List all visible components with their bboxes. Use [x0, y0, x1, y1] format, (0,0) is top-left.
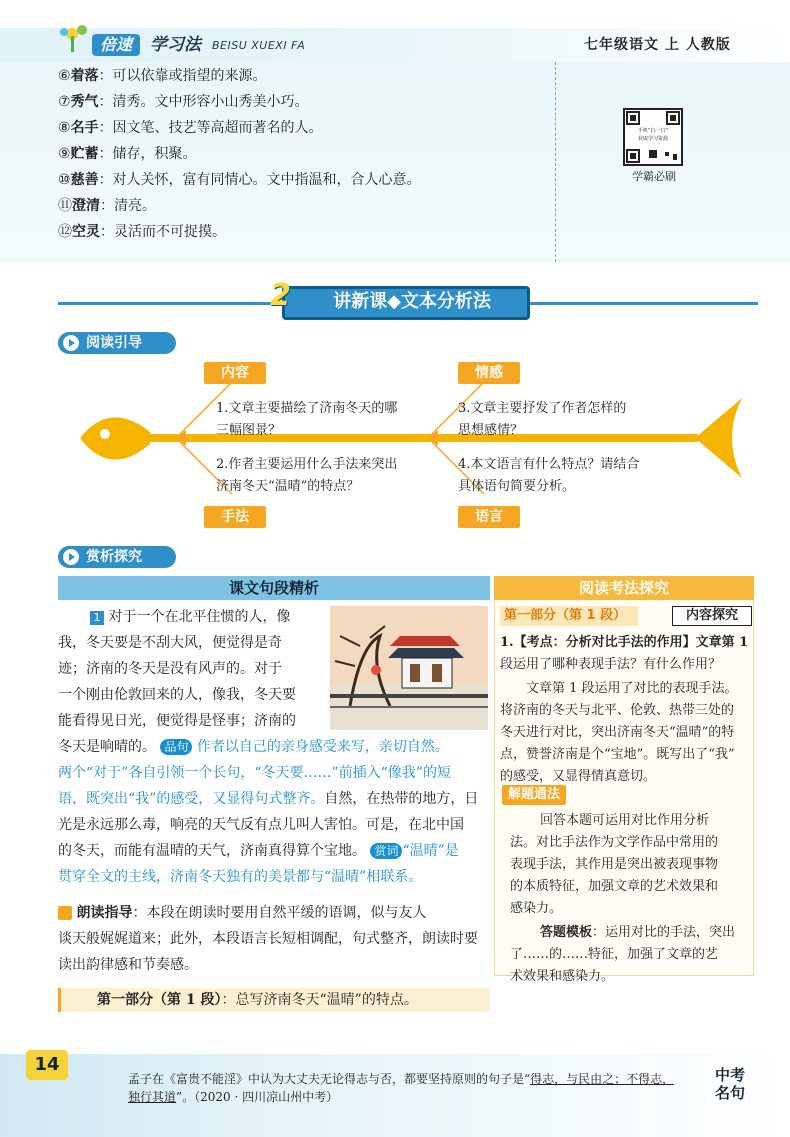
- note-tag-pinju: 品句: [160, 739, 192, 755]
- question-1-line-1: 1.文章主要描绘了济南冬天的哪: [216, 401, 398, 416]
- pen-icon: [58, 906, 72, 920]
- page-footer: [0, 1044, 790, 1137]
- grade-label: 七年级语文 上 人教版: [584, 37, 731, 53]
- tag-language: 语言: [458, 506, 520, 528]
- right-column-header: 阅读考法探究: [494, 576, 754, 600]
- method-line-5: 感染力。: [510, 901, 563, 916]
- reading-guide-label: 阅读引导: [86, 335, 142, 351]
- note2-text: “温晴”是: [402, 843, 459, 859]
- footer-label: [710, 1066, 750, 1102]
- section-title: 讲新课◆文本分析法: [333, 291, 491, 312]
- para1-line-8-text: 的冬天，而能有温晴的天气，济南真得算个宝地。: [58, 843, 366, 859]
- vocab-def: ：因文笔、技艺等高超而著名的人。: [98, 120, 323, 136]
- ra-line-3: 冬天进行对比，突出济南冬天“温晴”的特: [500, 725, 735, 740]
- vocab-num: ⑩: [58, 172, 71, 188]
- method-line-3: 表现手法，其作用是突出被表现事物: [510, 857, 719, 872]
- vocab-word: 贮蓄: [70, 146, 99, 162]
- method-line-4: 的本质特征，加强文章的艺术效果和: [510, 879, 719, 894]
- template-label: 答题模板: [540, 925, 593, 940]
- question-4-line-2: 具体语句简要分析。: [458, 479, 576, 494]
- part-tag: 第一部分（第 1 段）: [500, 606, 638, 626]
- play-icon: [63, 549, 79, 565]
- footer-quote: [128, 1070, 684, 1106]
- template-line-3: 术效果和感染力。: [510, 969, 615, 984]
- quote-pre: 孟子在《富贵不能淫》中认为大丈夫无论得志与否，都要坚持原则的句子是“: [128, 1072, 531, 1086]
- rq-line-1: 1.【考点：分析对比手法的作用】文章第 1: [500, 635, 749, 650]
- para1-line-1: [90, 606, 290, 628]
- reading-tip-text-1: ：本段在朗读时要用自然平缓的语调，似与友人: [132, 905, 427, 921]
- question-1-line-2: 三幅图景？: [216, 423, 282, 438]
- ra-line-1: 文章第 1 段运用了对比的表现手法。: [526, 681, 738, 696]
- rq-line-2: 段运用了哪种表现手法？有什么作用？: [500, 657, 722, 672]
- note-tag-shangci: 赏词: [370, 843, 402, 859]
- fish-tail-icon: [695, 398, 742, 478]
- note1-text: 作者以自己的亲身感受来写，亲切自然。: [192, 739, 449, 755]
- question-2-line-2: 济南冬天“温晴”的特点？: [216, 479, 360, 494]
- quote-underline-2: 志，独行其道: [128, 1072, 675, 1104]
- paragraph-number: 1: [90, 611, 104, 625]
- template-text-1: ：运用对比的手法，突出: [592, 925, 736, 940]
- question-4-line-1: 4.本文语言有什么特点？请结合: [458, 457, 640, 472]
- qr-caption: 学霸必刷: [632, 170, 676, 183]
- note2-line: 贯穿全文的主线，济南冬天独有的美景都与“温晴”相联系。: [58, 869, 423, 885]
- ra-line-5: 的感受，又显得情真意切。: [500, 769, 657, 784]
- vocab-def: ：对人关怀，富有同情心。文中指温和，合人心意。: [98, 172, 421, 188]
- note1-line-2-row: [58, 788, 478, 810]
- qr-text-1: 手机“扫一扫”: [637, 128, 669, 134]
- question-2-line-1: 2.作者主要运用什么手法来突出: [216, 457, 398, 472]
- summary-bold: 第一部分（第 1 段）: [97, 992, 222, 1008]
- para1-line-8: [58, 840, 459, 862]
- left-column-header: 课文句段精析: [58, 576, 490, 600]
- vocab-num: ⑫: [58, 224, 72, 240]
- vocab-word: 空灵: [72, 224, 100, 240]
- para1-line-6-text: 冬天是响晴的。: [58, 739, 156, 755]
- ra-line-4: 点，赞誉济南是个“宝地”。既写出了“我”: [500, 747, 735, 762]
- tag-emotion: 情感: [458, 362, 520, 384]
- vocab-num: ⑥: [58, 68, 71, 84]
- qr-text-2: 获取学习资源: [637, 136, 669, 142]
- para1-cont: 自然，在热带的地方，日: [324, 791, 479, 807]
- vocab-num: ⑧: [58, 120, 71, 136]
- para1-line-4: 一个刚由伦敦回来的人，像我，冬天要: [58, 687, 296, 703]
- para1-line-1-text: 对于一个在北平住惯的人，像: [108, 609, 291, 625]
- brand-badge: 倍速: [92, 34, 140, 56]
- question-2: [216, 454, 397, 498]
- question-3-line-1: 3.文章主要抒发了作者怎样的: [458, 401, 627, 416]
- para1-line-3: 迹；济南的冬天是没有风声的。对于: [58, 661, 282, 677]
- pavilion-illustration: [330, 606, 488, 730]
- footer-label-2: 名句: [714, 1084, 745, 1102]
- template-line-2: 了……的……特征，加强了文章的艺: [510, 947, 719, 962]
- appreciation-label: 赏析探究: [86, 549, 142, 565]
- ra-line-2: 将济南的冬天与北平、伦敦、热带三处的: [500, 703, 735, 718]
- vocab-num: ⑪: [58, 198, 72, 214]
- reading-tip-line-3: 读出韵律感和节奏感。: [58, 957, 198, 973]
- quote-underline-1: 得志，与民由之；不得: [530, 1072, 651, 1086]
- vocab-def: ：储存，积聚。: [98, 146, 197, 162]
- vocab-def: ：清秀。文中形容小山秀美小巧。: [98, 94, 309, 110]
- summary-box: [58, 988, 490, 1012]
- question-1: [216, 398, 397, 442]
- vocab-def: ：灵活而不可捉摸。: [100, 224, 226, 240]
- method-line-1: 回答本题可运用对比作用分析: [540, 813, 710, 828]
- vocab-word: 慈善: [70, 172, 99, 188]
- vocab-word: 澄清: [72, 198, 100, 214]
- page-number: 14: [26, 1050, 68, 1080]
- vocab-word: 着落: [70, 68, 99, 84]
- note1-line-1: 两个“对于”各自引领一个长句，“冬天要……”前插入“像我”的短: [58, 765, 451, 781]
- summary-text: ：总写济南冬天“温晴”的特点。: [221, 992, 418, 1008]
- vocab-word: 名手: [70, 120, 99, 136]
- vocab-num: ⑦: [58, 94, 71, 110]
- vocab-word: 秀气: [70, 94, 99, 110]
- note1-line-2: 语，既突出“我”的感受，又显得句式整齐。: [58, 791, 325, 807]
- method-tag: 解题通法: [502, 785, 566, 805]
- reading-tip-line-2: 谈天般娓娓道来；此外，本段语言长短相调配，句式整齐，朗读时要: [58, 931, 478, 947]
- method-line-2: 法。对比手法作为文学作品中常用的: [510, 835, 719, 850]
- brand-title: 学习法: [150, 35, 201, 55]
- vocab-def: ：可以依靠或指望的来源。: [98, 68, 267, 84]
- content-tag: 内容探究: [672, 606, 752, 626]
- tag-content: 内容: [204, 362, 266, 384]
- section-number: 2: [270, 278, 291, 313]
- pavilion-icon: [330, 606, 488, 730]
- quote-post: ”。（2020 · 四川凉山州中考）: [176, 1090, 339, 1104]
- reading-tip-line-1: [58, 902, 426, 924]
- footer-label-1: 中考: [714, 1066, 745, 1084]
- para1-line-6: [58, 736, 449, 758]
- para1-line-7: 光是永远那么毒，响亮的天气反有点儿叫人害怕。可是，在北中国: [58, 817, 464, 833]
- para1-line-2: 我，冬天要是不刮大风，便觉得是奇: [58, 635, 282, 651]
- reading-tip-label: 朗读指导: [76, 905, 133, 921]
- tag-technique: 手法: [204, 506, 266, 528]
- question-4: [458, 454, 639, 498]
- vocab-def: ：清亮。: [100, 198, 156, 214]
- vocab-num: ⑨: [58, 146, 71, 162]
- question-3-line-2: 思想感情？: [458, 423, 524, 438]
- question-3: [458, 398, 626, 442]
- para1-line-5: 能看得见日光，便觉得是怪事；济南的: [58, 713, 296, 729]
- brand-pinyin: BEISU XUEXI FA: [212, 39, 306, 52]
- appreciation-pill: [58, 546, 176, 568]
- fish-head-icon: [80, 417, 150, 459]
- template-line-1: [540, 922, 735, 944]
